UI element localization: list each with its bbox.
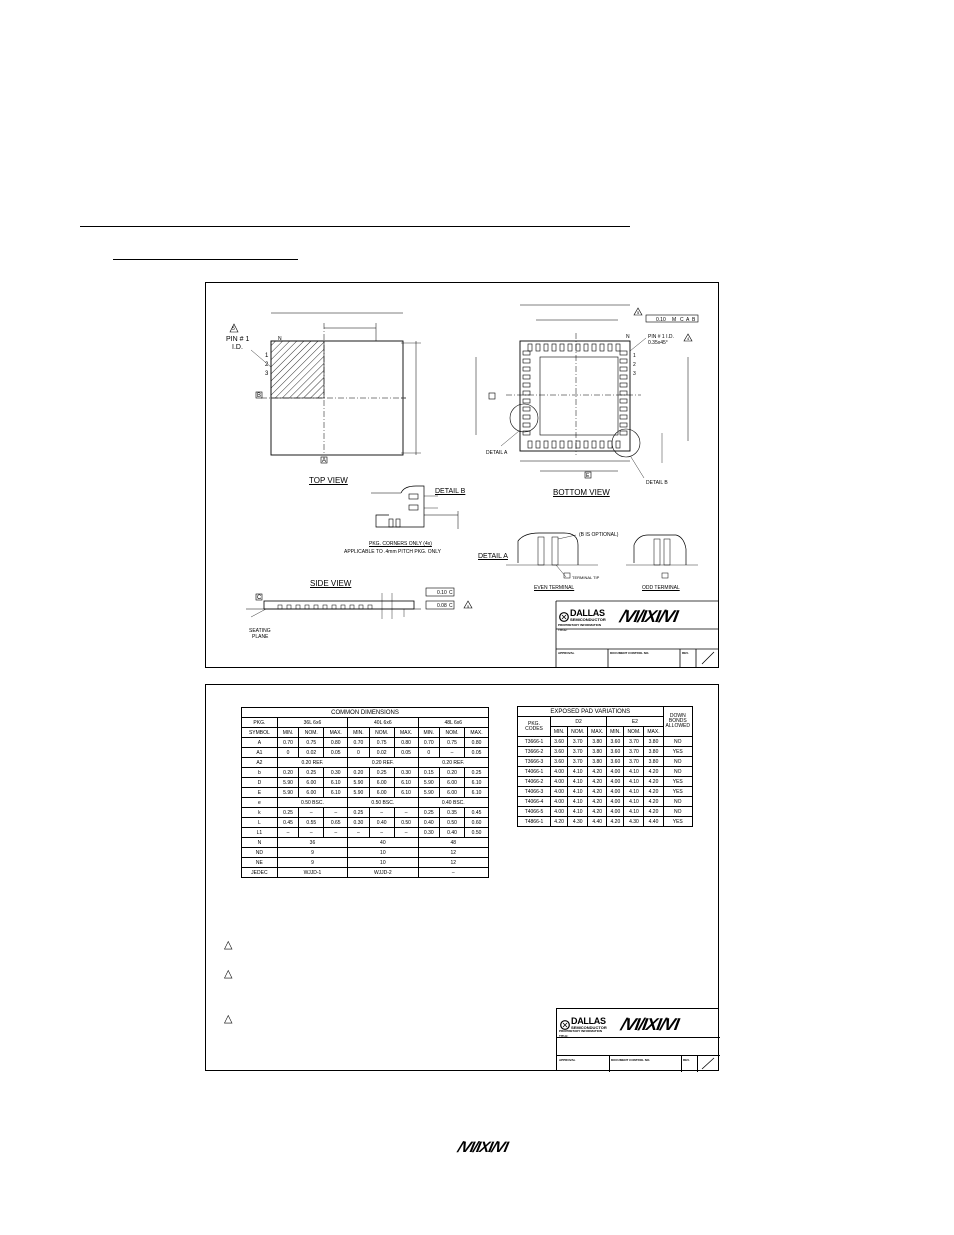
terminal-tip-label: TERMINAL TIP bbox=[572, 575, 600, 580]
pkg-codes-header: PKG. CODES bbox=[518, 717, 551, 737]
note-number: 5 bbox=[232, 326, 235, 332]
note-triangle-2: △ bbox=[224, 968, 233, 980]
table-row: L 0.45 0.55 0.65 0.30 0.40 0.50 0.40 0.50 0.60 bbox=[242, 818, 489, 828]
control-c: C bbox=[680, 317, 684, 323]
table-row: T4066-2 4.00 4.10 4.20 4.00 4.10 4.20 YES bbox=[518, 777, 693, 787]
down-bonds-header: DOWN BONDS ALLOWED bbox=[663, 707, 692, 737]
title-block-2: DALLAS SEMICONDUCTOR /VI/IXI/VI PROPRIETARY INFORMATION TITLE: APPROVAL DOCUMENT CONTROL NO. REV. bbox=[556, 1008, 719, 1071]
detail-a-callout: DETAIL A bbox=[486, 450, 508, 456]
common-title: COMMON DIMENSIONS bbox=[242, 708, 489, 718]
table-row: A1 0 0.02 0.05 0 0.02 0.05 0 – 0.05 bbox=[242, 748, 489, 758]
tolerance-010-c: C bbox=[449, 590, 453, 596]
table-row: T4866-1 4.20 4.30 4.40 4.20 4.30 4.40 YES bbox=[518, 817, 693, 827]
common-dimensions-table: COMMON DIMENSIONS PKG. 36L 6x6 40L 6x6 48L 6x6 SYMBOL MIN. NOM. MAX. MIN. NOM. MAX. MIN. NOM. MAX. A 0.70 0.75 0.80 0.70 0.75 0.80 0.70 0.75 0.80 A1 0 0.02 0.05 0 0.02 0.05 0 – 0.05 A2 0.20 REF. 0.20 REF. 0.20 REF. b 0.20 0.25 0.30 0.20 0.25 0.30 0.15 0.20 0.25 D 5.90 6.00 6.10 5.90 6.00 6.10 5.90 6.00 6.10 E 5.90 6.00 6.10 5.90 6.00 6.10 5.90 6.00 6.10 e 0.50 BSC. 0.50 BSC. 0.40 BSC. k 0.25 – – 0.25 – – 0.25 0.35 0.45 L 0.45 0.55 0.65 0.30 0.40 0.50 0.40 0.50 0.60 L1 – – – – – – 0.30 0.40 0.50 N 36 40 48 ND 9 10 12 NE 9 10 12 JEDEC WJJD-1 WJJD-2 – bbox=[241, 707, 489, 878]
optional-note: (B IS OPTIONAL) bbox=[579, 532, 619, 538]
table-row: T4066-1 4.00 4.10 4.20 4.00 4.10 4.20 NO bbox=[518, 767, 693, 777]
control-b: B bbox=[692, 317, 696, 323]
pin-3-label-bottom: 3 bbox=[633, 371, 636, 377]
pin-3-label: 3 bbox=[265, 371, 269, 377]
table-row: T3666-2 3.60 3.70 3.80 3.60 3.70 3.80 YES bbox=[518, 747, 693, 757]
note-number-side: 5 bbox=[467, 604, 470, 609]
symbol-header: SYMBOL bbox=[242, 728, 278, 738]
detail-a-title: DETAIL A bbox=[478, 553, 508, 560]
table-row: L1 – – – – – – 0.30 0.40 0.50 bbox=[242, 828, 489, 838]
tolerance-008: 0.08 bbox=[437, 603, 447, 609]
table-row: b 0.20 0.25 0.30 0.20 0.25 0.30 0.15 0.20 0.25 bbox=[242, 768, 489, 778]
control-m: M bbox=[672, 317, 677, 323]
tolerance-010: 0.10 bbox=[437, 590, 447, 596]
note-triangle-3: △ bbox=[224, 1013, 233, 1025]
datum-e: E bbox=[586, 473, 590, 479]
control-a: A bbox=[686, 317, 690, 323]
table-row: k 0.25 – – 0.25 – – 0.25 0.35 0.45 bbox=[242, 808, 489, 818]
datum-b: B bbox=[257, 393, 262, 399]
side-view-title: SIDE VIEW bbox=[310, 579, 352, 588]
odd-terminal-label: ODD TERMINAL bbox=[642, 585, 680, 591]
bottom-view-body bbox=[520, 341, 630, 451]
maxim-logo: /VI/IXI/VI bbox=[618, 607, 679, 626]
exposed-pad-table: EXPOSED PAD VARIATIONS DOWN BONDS ALLOWED PKG. CODES D2 E2 MIN. NOM. MAX. MIN. NOM. MAX. T3666-1 3.60 3.70 3.80 3.60 3.70 3.80 NO T3666-2 3.60 3.70 3.80 3.60 3.70 3.80 YES T3666-3 3.60 3.70 3.80 3.60 3.70 3.80 NO T4066-1 4.00 4.10 4.20 4.00 4.10 4.20 NO T4066-2 4.00 4.10 4.20 4.00 4.10 4.20 YES T4066-3 4.00 4.10 4.20 4.00 4.10 4.20 YES T4066-4 4.00 4.10 4.20 4.00 4.10 4.20 NO T4066-5 4.00 4.10 4.20 4.00 4.10 4.20 NO T4866-1 4.20 4.30 4.40 4.20 4.30 4.40 YES bbox=[517, 706, 693, 827]
table-row: A2 0.20 REF. 0.20 REF. 0.20 REF. bbox=[242, 758, 489, 768]
pin-n-label: N bbox=[278, 336, 282, 342]
table-row: T4066-4 4.00 4.10 4.20 4.00 4.10 4.20 NO bbox=[518, 797, 693, 807]
table-row: A 0.70 0.75 0.80 0.70 0.75 0.80 0.70 0.75 0.80 bbox=[242, 738, 489, 748]
pin-2-label-bottom: 2 bbox=[633, 362, 636, 368]
control-010: 0.10 bbox=[656, 317, 666, 323]
datum-c: C bbox=[257, 595, 262, 601]
dallas-logo: DALLAS SEMICONDUCTOR bbox=[559, 609, 569, 627]
table-row: ND 9 10 12 bbox=[242, 848, 489, 858]
exposed-title: EXPOSED PAD VARIATIONS bbox=[518, 707, 664, 717]
table-row: T4066-5 4.00 4.10 4.20 4.00 4.10 4.20 NO bbox=[518, 807, 693, 817]
datum-a: A bbox=[322, 458, 327, 464]
side-view-body bbox=[264, 601, 414, 609]
pin-2-label: 2 bbox=[265, 362, 269, 368]
table-row: D 5.90 6.00 6.10 5.90 6.00 6.10 5.90 6.00 6.10 bbox=[242, 778, 489, 788]
table-row: JEDEC WJJD-1 WJJD-2 – bbox=[242, 868, 489, 878]
pin1-label-2: I.D. bbox=[232, 344, 243, 351]
detail-b-callout: DETAIL B bbox=[646, 480, 668, 486]
plane-label: PLANE bbox=[252, 634, 269, 640]
bottom-terminals bbox=[523, 344, 627, 448]
dallas-mark-icon bbox=[559, 612, 569, 622]
maxim-logo-2: /VI/IXI/VI bbox=[619, 1015, 680, 1034]
table-row: T3666-1 3.60 3.70 3.80 3.60 3.70 3.80 NO bbox=[518, 737, 693, 747]
bottom-view-title: BOTTOM VIEW bbox=[553, 488, 610, 497]
pkg-corners-note: PKG. CORNERS ONLY (4x) bbox=[369, 541, 432, 547]
tolerance-008-c: C bbox=[449, 603, 453, 609]
drawing-sheet-1 bbox=[205, 282, 719, 668]
detail-b-title: DETAIL B bbox=[435, 488, 466, 495]
table-row: T3666-3 3.60 3.70 3.80 3.60 3.70 3.80 NO bbox=[518, 757, 693, 767]
note-triangle-1: △ bbox=[224, 939, 233, 951]
table-row: N 36 40 48 bbox=[242, 838, 489, 848]
pin1-bottom-label: PIN # 1 I.D. bbox=[648, 334, 674, 340]
table-row: T4066-3 4.00 4.10 4.20 4.00 4.10 4.20 YES bbox=[518, 787, 693, 797]
drawing-sheet-2 bbox=[205, 684, 719, 1071]
pkg-header: PKG. bbox=[242, 718, 278, 728]
even-terminal-label: EVEN TERMINAL bbox=[534, 585, 575, 591]
title-block-1: DALLAS SEMICONDUCTOR /VI/IXI/VI PROPRIETARY INFORMATION TITLE: APPROVAL DOCUMENT CONTROL NO. REV. bbox=[558, 607, 689, 655]
subheader-rule bbox=[113, 259, 298, 260]
table-row: E 5.90 6.00 6.10 5.90 6.00 6.10 5.90 6.00 6.10 bbox=[242, 788, 489, 798]
chamfer-label: 0.35x45° bbox=[648, 340, 668, 346]
pin-1-label: 1 bbox=[265, 353, 269, 359]
note-number-bottom: 5 bbox=[637, 310, 640, 315]
table-row: NE 9 10 12 bbox=[242, 858, 489, 868]
maxim-footer-logo: /VI/IXI/VI bbox=[456, 1139, 509, 1156]
exposed-pad bbox=[540, 357, 618, 435]
note-number-pin1: 4 bbox=[687, 336, 690, 341]
top-view-title: TOP VIEW bbox=[309, 476, 348, 485]
pin1-hatch-area bbox=[271, 341, 324, 398]
applicable-note: APPLICABLE TO .4mm PITCH PKG. ONLY bbox=[344, 549, 441, 555]
pin-n-label-bottom: N bbox=[626, 334, 630, 340]
dallas-logo-2: DALLAS SEMICONDUCTOR bbox=[560, 1017, 570, 1035]
table-row: e 0.50 BSC. 0.50 BSC. 0.40 BSC. bbox=[242, 798, 489, 808]
pin-1-label-bottom: 1 bbox=[633, 353, 636, 359]
header-rule bbox=[80, 226, 630, 227]
even-terminal-detail bbox=[518, 533, 578, 565]
seating-label: SEATING bbox=[249, 628, 271, 634]
pin1-label: PIN # 1 bbox=[226, 336, 250, 343]
